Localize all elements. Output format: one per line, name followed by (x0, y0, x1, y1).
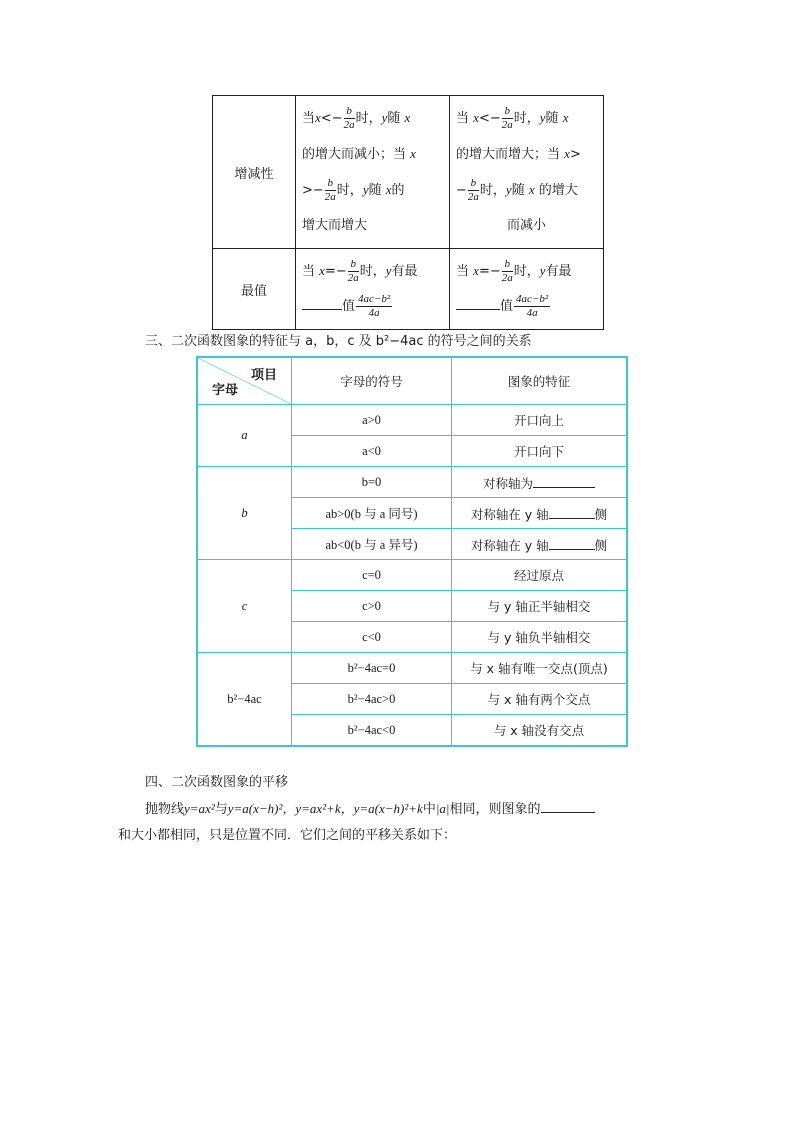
text: =− (324, 264, 347, 279)
var: x (385, 182, 392, 197)
text: <− (478, 111, 501, 126)
table-row (197, 467, 627, 498)
paragraph-line-2: 和大小都相同，只是位置不同．它们之间的平移关系如下： (118, 828, 457, 843)
table-row (197, 405, 627, 436)
var: x (404, 110, 411, 125)
sign-cell: b²−4ac=0 (292, 653, 452, 684)
feature-cell: 与 x 轴没有交点 (452, 715, 628, 747)
text: 当 (456, 264, 470, 279)
var: x (564, 146, 570, 161)
feature-cell (452, 467, 628, 498)
feature-text: 对称轴在 y 轴 (470, 537, 549, 553)
frac-num: b (468, 178, 479, 191)
frac-den: 4a (368, 307, 380, 319)
text: 值 (342, 299, 356, 314)
header-feature: 图象的特征 (452, 357, 628, 405)
var: y (505, 182, 512, 197)
sign-cell: c<0 (292, 622, 452, 653)
var: y (385, 263, 392, 278)
frac-den: 2a (347, 272, 359, 284)
frac-den: 2a (343, 119, 355, 131)
frac-den: 2a (501, 272, 513, 284)
sign-feature-table (196, 356, 628, 747)
letter-discriminant: b²−4ac (197, 653, 292, 747)
section-4-title: 四、二次函数图象的平移 (145, 775, 289, 790)
text: > (569, 147, 581, 162)
letter-b: b (197, 467, 292, 560)
sign-cell: a>0 (292, 405, 452, 436)
feature-cell: 与 y 轴负半轴相交 (452, 622, 628, 653)
var: x (528, 182, 535, 197)
text: 时， (355, 111, 382, 126)
section-3-title: 三、二次函数图象的特征与 a，b，c 及 b²−4ac 的符号之间的关系 (145, 334, 532, 349)
feature-suffix: 侧 (594, 537, 608, 553)
text: 中 (422, 802, 436, 817)
answer-blank[interactable] (533, 473, 595, 488)
text: 当 (302, 264, 316, 279)
var: x (562, 110, 569, 125)
frac-num: b (325, 178, 336, 191)
sign-cell: a<0 (292, 436, 452, 467)
frac-num: b (502, 106, 513, 119)
fraction-b-over-2a (502, 106, 513, 131)
var: x (319, 263, 325, 278)
answer-blank[interactable] (541, 798, 595, 813)
text: 有最 (391, 264, 418, 279)
paragraph-line-1 (145, 798, 595, 817)
diagonal-header-cell (197, 357, 292, 405)
monotonicity-left-cell (296, 96, 450, 249)
sign-cell: ab>0(b 与 a 同号) (292, 498, 452, 529)
answer-blank[interactable] (549, 504, 595, 519)
text: 与 (214, 802, 228, 817)
text: 时， (359, 264, 386, 279)
feature-text: 对称轴在 y 轴 (470, 506, 549, 522)
extremum-left-cell (296, 249, 450, 330)
var: x (473, 110, 479, 125)
header-sign: 字母的符号 (292, 357, 452, 405)
sign-cell: c>0 (292, 591, 452, 622)
answer-blank[interactable] (456, 295, 500, 310)
text: 随 (511, 183, 525, 198)
frac-num: b (344, 106, 355, 119)
extremum-row (213, 249, 604, 330)
frac-num: b (348, 259, 359, 272)
text: 时， (513, 264, 540, 279)
frac-den: 2a (467, 191, 479, 203)
var: x (315, 110, 321, 125)
row-header-extremum: 最值 (213, 249, 296, 330)
text: 有最 (545, 264, 572, 279)
fraction-b-over-2a (468, 178, 479, 203)
sign-cell: ab<0(b 与 a 异号) (292, 529, 452, 560)
monotonicity-extremum-table (212, 95, 604, 330)
feature-cell: 与 x 轴有两个交点 (452, 684, 628, 715)
text: 时， (479, 183, 506, 198)
text: 的 (391, 183, 405, 198)
text: 值 (500, 299, 514, 314)
feature-cell: 与 x 轴有唯一交点(顶点) (452, 653, 628, 684)
fraction-b-over-2a (348, 259, 359, 284)
text: 的增大 (538, 183, 578, 198)
sign-cell: b=0 (292, 467, 452, 498)
text: 时， (336, 183, 363, 198)
header-item: 项目 (250, 368, 277, 383)
fraction-b-over-2a (502, 259, 513, 284)
frac-den: 4a (526, 307, 538, 319)
text: 抛物线 (145, 802, 185, 817)
text: <− (320, 111, 343, 126)
fraction-extremum (356, 294, 392, 319)
var: x (410, 146, 416, 161)
letter-a: a (197, 405, 292, 467)
feature-cell: 开口向下 (452, 436, 628, 467)
text: 增大而增大 (302, 218, 368, 233)
sign-cell: b²−4ac>0 (292, 684, 452, 715)
text: 的增大而增大；当 (456, 147, 561, 162)
frac-num: b (502, 259, 513, 272)
formula: y=a(x−h)²，y=ax²+k，y=a(x−h)²+k (227, 801, 423, 816)
frac-den: 2a (501, 119, 513, 131)
text: 当 (456, 111, 470, 126)
answer-blank[interactable] (549, 535, 595, 550)
letter-c: c (197, 560, 292, 653)
table-header-row (197, 357, 627, 405)
frac-den: 2a (324, 191, 336, 203)
monotonicity-right-cell (450, 96, 604, 249)
sign-cell: c=0 (292, 560, 452, 591)
text: 当 (302, 111, 316, 126)
text: 随 (545, 111, 559, 126)
text: 相同，则图象的 (449, 802, 541, 817)
var: y (539, 263, 546, 278)
feature-cell: 经过原点 (452, 560, 628, 591)
feature-cell: 开口向上 (452, 405, 628, 436)
text: 而减小 (506, 218, 546, 233)
formula: y=ax² (184, 801, 215, 816)
text: 随 (368, 183, 382, 198)
frac-num: 4ac−b² (358, 293, 391, 305)
text: =− (478, 264, 501, 279)
feature-cell (452, 529, 628, 560)
frac-num: 4ac−b² (516, 293, 549, 305)
formula: |a| (435, 801, 450, 816)
table-row (197, 653, 627, 684)
table-row (197, 560, 627, 591)
feature-cell: 与 y 轴正半轴相交 (452, 591, 628, 622)
text: 时， (513, 111, 540, 126)
feature-suffix: 侧 (594, 506, 608, 522)
var: x (473, 263, 479, 278)
feature-cell (452, 498, 628, 529)
extremum-right-cell (450, 249, 604, 330)
header-letter: 字母 (212, 383, 239, 398)
sign-cell: b²−4ac<0 (292, 715, 452, 747)
row-header-monotonicity: 增减性 (213, 96, 296, 249)
fraction-extremum (514, 294, 550, 319)
answer-blank[interactable] (302, 295, 342, 310)
text: 随 (387, 111, 401, 126)
text: 的增大而减小；当 (302, 147, 407, 162)
var: y (539, 110, 546, 125)
text: − (456, 183, 467, 198)
var: y (362, 182, 369, 197)
fraction-b-over-2a (344, 106, 355, 131)
var: y (381, 110, 388, 125)
monotonicity-row (213, 96, 604, 249)
feature-text: 对称轴为 (482, 475, 533, 491)
text: >− (302, 183, 324, 198)
fraction-b-over-2a (325, 178, 336, 203)
